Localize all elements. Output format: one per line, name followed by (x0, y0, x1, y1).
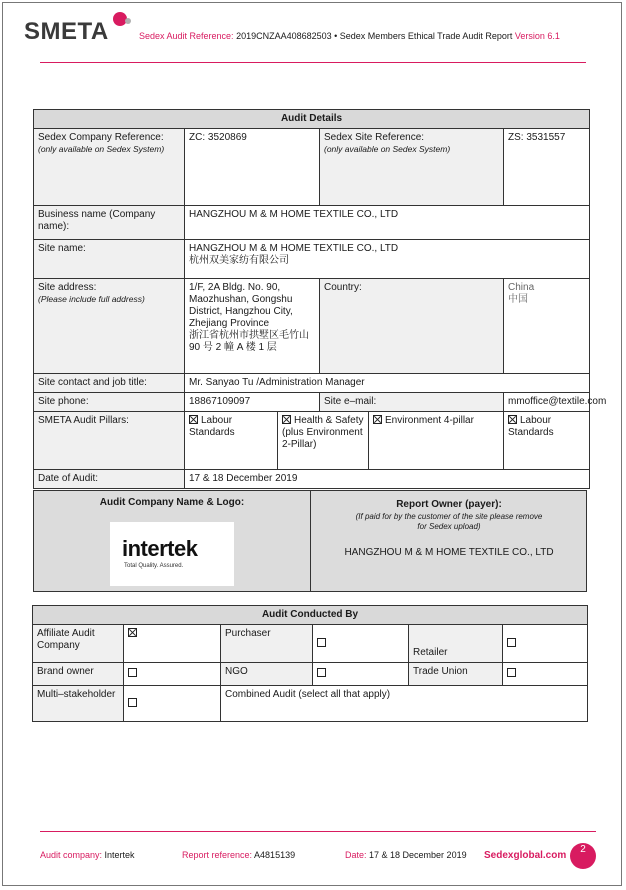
footer-company-label: Audit company: (40, 850, 105, 860)
audit-ref-value: 2019CNZAA408682503 (236, 31, 332, 41)
footer-company-value: Intertek (104, 850, 135, 860)
company-ref-label: Sedex Company Reference: (38, 132, 164, 143)
checkbox-icon[interactable] (507, 638, 516, 647)
checkbox-icon[interactable] (507, 668, 516, 677)
version: Version 6.1 (514, 31, 560, 41)
audit-conducted-title: Audit Conducted By (33, 606, 588, 625)
purchaser-check (313, 625, 409, 663)
pillars-label: SMETA Audit Pillars: (34, 412, 185, 470)
site-ref-value: ZS: 3531557 (504, 129, 590, 206)
country-label: Country: (320, 279, 504, 374)
phone-value: 18867109097 (185, 393, 320, 412)
report-owner-label: Report Owner (payer): (396, 499, 502, 510)
footer-report-ref-label: Report reference: (182, 850, 255, 860)
site-address-cell (185, 279, 320, 374)
audit-conducted-table (32, 605, 588, 722)
email-value: mmoffice@textile.com (504, 393, 590, 412)
footer-date-value: 17 & 18 December 2019 (369, 850, 467, 860)
footer-rule (40, 831, 596, 832)
checkbox-checked-icon[interactable] (282, 415, 291, 424)
country-value: China (508, 282, 535, 293)
multi-stakeholder-check (124, 686, 221, 722)
site-name-cell (185, 240, 590, 279)
brand-owner-label: Brand owner (33, 663, 124, 686)
intertek-logo (110, 522, 234, 586)
company-ref-label-cell (34, 129, 185, 206)
site-address-note: (Please include full address) (38, 294, 145, 304)
logo-dot-grey (125, 18, 131, 24)
checkbox-checked-icon[interactable] (508, 415, 517, 424)
site-name-cn: 杭州双美家纺有限公司 (189, 255, 289, 266)
retailer-label: Retailer (409, 625, 503, 663)
site-address-cn: 浙江省杭州市拱墅区毛竹山 90 号 2 幢 A 楼 1 层 (189, 330, 309, 353)
pillar-label: Environment 4-pillar (385, 415, 474, 426)
affiliate-check (124, 625, 221, 663)
country-cell (504, 279, 590, 374)
combined-audit-label: Combined Audit (select all that apply) (221, 686, 588, 722)
audit-company-label: Audit Company Name & Logo: (99, 497, 245, 508)
pillar-labour (185, 412, 278, 470)
audit-details-table (33, 109, 607, 489)
site-address-value: 1/F, 2A Bldg. No. 90, Maozhushan, Gongshu District, Hangzhou City, Zhejiang Province (189, 282, 293, 329)
footer-report-ref (182, 850, 295, 860)
purchaser-label: Purchaser (221, 625, 313, 663)
site-name-label: Site name: (34, 240, 185, 279)
checkbox-icon[interactable] (317, 668, 326, 677)
footer-report-ref-value: A4815139 (254, 850, 296, 860)
company-ref-value: ZC: 3520869 (185, 129, 320, 206)
phone-label: Site phone: (34, 393, 185, 412)
pillar-environment (369, 412, 504, 470)
site-ref-label-cell (320, 129, 504, 206)
audit-details-title: Audit Details (34, 110, 590, 129)
pillar-label: Health & Safety (plus Environment 2-Pillar) (282, 415, 364, 450)
site-name-value: HANGZHOU M & M HOME TEXTILE CO., LTD (189, 243, 399, 254)
pillar-health-safety (278, 412, 369, 470)
checkbox-icon[interactable] (128, 698, 137, 707)
site-address-label: Site address: (38, 282, 97, 293)
business-name-value: HANGZHOU M & M HOME TEXTILE CO., LTD (185, 206, 590, 240)
brand-owner-check (124, 663, 221, 686)
logo-word: intertek (122, 536, 198, 561)
checkbox-icon[interactable] (128, 668, 137, 677)
trade-union-check (503, 663, 588, 686)
logo-tagline: Total Quality. Assured. (124, 563, 184, 569)
company-ref-note: (only available on Sedex System) (38, 144, 165, 154)
country-cn: 中国 (508, 294, 528, 305)
checkbox-checked-icon[interactable] (373, 415, 382, 424)
report-title: • Sedex Members Ethical Trade Audit Report (331, 31, 515, 41)
contact-label: Site contact and job title: (34, 374, 185, 393)
report-owner-value: HANGZHOU M & M HOME TEXTILE CO., LTD (344, 547, 554, 558)
sedex-link[interactable]: Sedexglobal.com (484, 850, 567, 861)
checkbox-icon[interactable] (317, 638, 326, 647)
pillar-labour-2 (504, 412, 590, 470)
site-ref-label: Sedex Site Reference: (324, 132, 425, 143)
header-rule (40, 62, 586, 63)
multi-stakeholder-label: Multi–stakeholder (33, 686, 124, 722)
header-line (139, 31, 560, 41)
ngo-label: NGO (221, 663, 313, 686)
trade-union-label: Trade Union (409, 663, 503, 686)
footer-date-label: Date: (345, 850, 370, 860)
pillar-label: Labour Standards (189, 415, 235, 438)
site-ref-note: (only available on Sedex System) (324, 144, 451, 154)
email-label: Site e–mail: (320, 393, 504, 412)
pillar-label: Labour Standards (508, 415, 554, 438)
contact-value: Mr. Sanyao Tu /Administration Manager (185, 374, 590, 393)
site-address-label-cell (34, 279, 185, 374)
date-label: Date of Audit: (34, 470, 185, 489)
audit-ref-label: Sedex Audit Reference: (139, 31, 237, 41)
ngo-check (313, 663, 409, 686)
page-number: 2 (570, 843, 596, 869)
checkbox-checked-icon[interactable] (189, 415, 198, 424)
affiliate-label: Affiliate Audit Company (33, 625, 124, 663)
retailer-check (503, 625, 588, 663)
footer-company (40, 850, 135, 860)
audit-company-block (33, 490, 587, 592)
footer-date (345, 850, 467, 860)
business-name-label: Business name (Company name): (34, 206, 185, 240)
report-owner-note: (If paid for by the customer of the site please remove for Sedex upload) (355, 512, 543, 531)
checkbox-checked-icon[interactable] (128, 628, 137, 637)
date-value: 17 & 18 December 2019 (185, 470, 590, 489)
smeta-logo: SMETA (24, 18, 109, 45)
